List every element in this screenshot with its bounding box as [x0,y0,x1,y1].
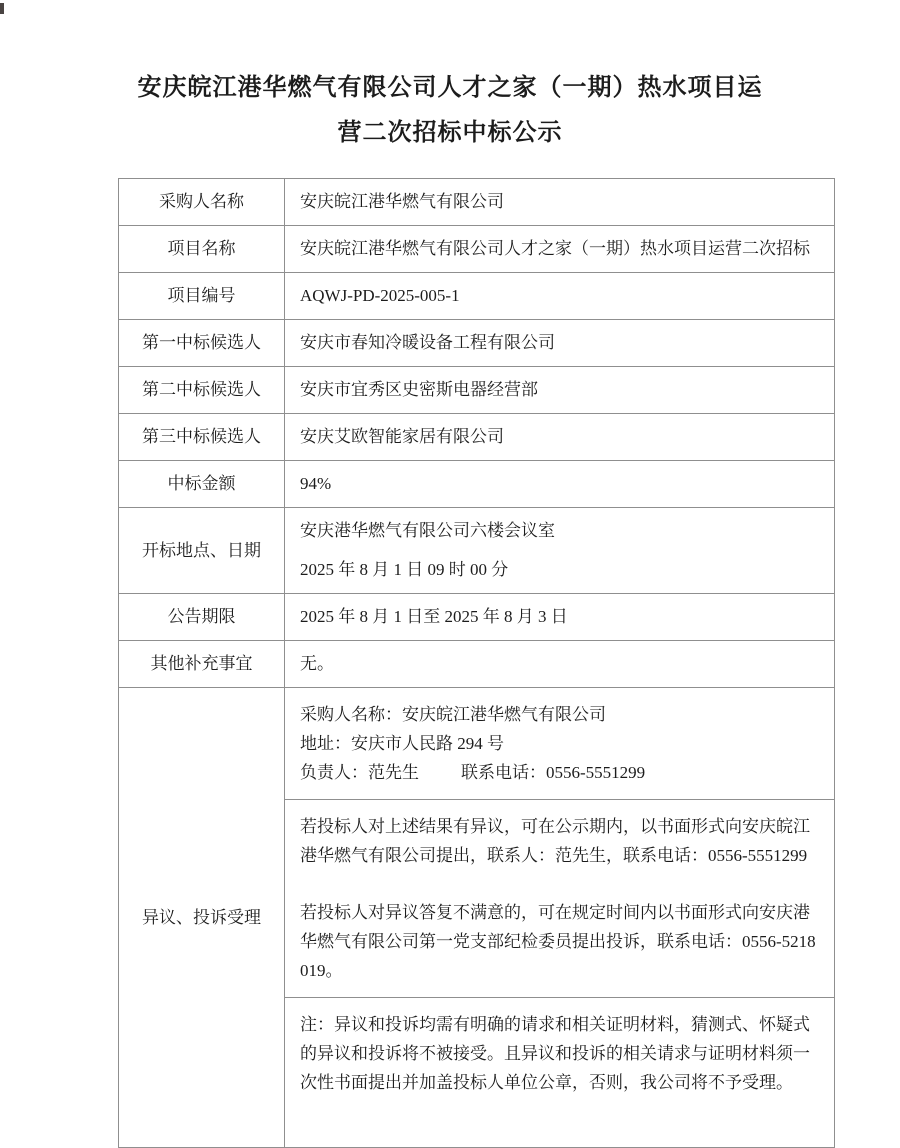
row-label: 项目编号 [119,273,285,320]
objection-phone: 联系电话：0556-5551299 [461,763,646,782]
page-title-line-1: 安庆皖江港华燃气有限公司人才之家（一期）热水项目运 [137,75,763,101]
row-label: 第三中标候选人 [119,414,285,461]
objection-procedure-para1: 若投标人对上述结果有异议，可在公示期内，以书面形式向安庆皖江港华燃气有限公司提出，联系人：范先生，联系电话：0556-5551299 [300,817,810,865]
row-value [285,508,835,594]
table-row-first-candidate [119,320,835,367]
row-label: 第二中标候选人 [119,367,285,414]
table-row-opening-place-date [119,508,835,594]
row-label: 采购人名称 [119,179,285,226]
objection-person-line [300,758,822,787]
row-value: 安庆市春知冷暖设备工程有限公司 [285,320,835,367]
row-value: 安庆市宜秀区史密斯电器经营部 [285,367,835,414]
objection-subcells [285,688,835,1148]
row-label: 异议、投诉受理 [119,688,285,1148]
row-value: 安庆艾欧智能家居有限公司 [285,414,835,461]
table-row-project-name [119,226,835,273]
objection-procedure-para2: 若投标人对异议答复不满意的，可在规定时间内以书面形式向安庆港华燃气有限公司第一党支部纪检委员提出投诉，联系电话：0556-5218019。 [300,903,816,980]
table-row-second-candidate [119,367,835,414]
table-row-purchaser-name [119,179,835,226]
opening-place: 安庆港华燃气有限公司六楼会议室 [300,521,555,540]
table-row-announcement-period [119,594,835,641]
row-label: 开标地点、日期 [119,508,285,594]
objection-address-line: 地址：安庆市人民路 294 号 [300,734,504,753]
objection-contact-cell [285,688,834,799]
opening-datetime: 2025 年 8 月 1 日 09 时 00 分 [300,560,509,579]
row-label: 项目名称 [119,226,285,273]
row-value: 94% [285,461,835,508]
row-label: 公告期限 [119,594,285,641]
table-row-other-matters [119,641,835,688]
row-value: 安庆皖江港华燃气有限公司人才之家（一期）热水项目运营二次招标 [285,226,835,273]
row-value: 安庆皖江港华燃气有限公司 [285,179,835,226]
row-label: 第一中标候选人 [119,320,285,367]
table-row-project-number [119,273,835,320]
award-announcement-table [118,178,835,1148]
objection-person: 负责人：范先生 [300,763,419,782]
row-value: 无。 [285,641,835,688]
row-label: 中标金额 [119,461,285,508]
table-row-third-candidate [119,414,835,461]
row-label: 其他补充事宜 [119,641,285,688]
table-row-objection-complaint [119,688,835,1148]
corner-artifact-mark [0,3,4,14]
page-title [110,0,790,156]
row-value: 2025 年 8 月 1 日至 2025 年 8 月 3 日 [285,594,835,641]
objection-purchaser-line: 采购人名称：安庆皖江港华燃气有限公司 [300,705,606,724]
objection-note-cell: 注：异议和投诉均需有明确的请求和相关证明材料，猜测式、怀疑式的异议和投诉将不被接受。且异议和投诉的相关请求与证明材料须一次性书面提出并加盖投标人单位公章，否则，我公司将不予受理。 [285,997,834,1147]
row-value: AQWJ-PD-2025-005-1 [285,273,835,320]
page-title-line-2: 营二次招标中标公示 [337,120,563,146]
table-row-award-amount [119,461,835,508]
objection-procedure-cell [285,799,834,997]
